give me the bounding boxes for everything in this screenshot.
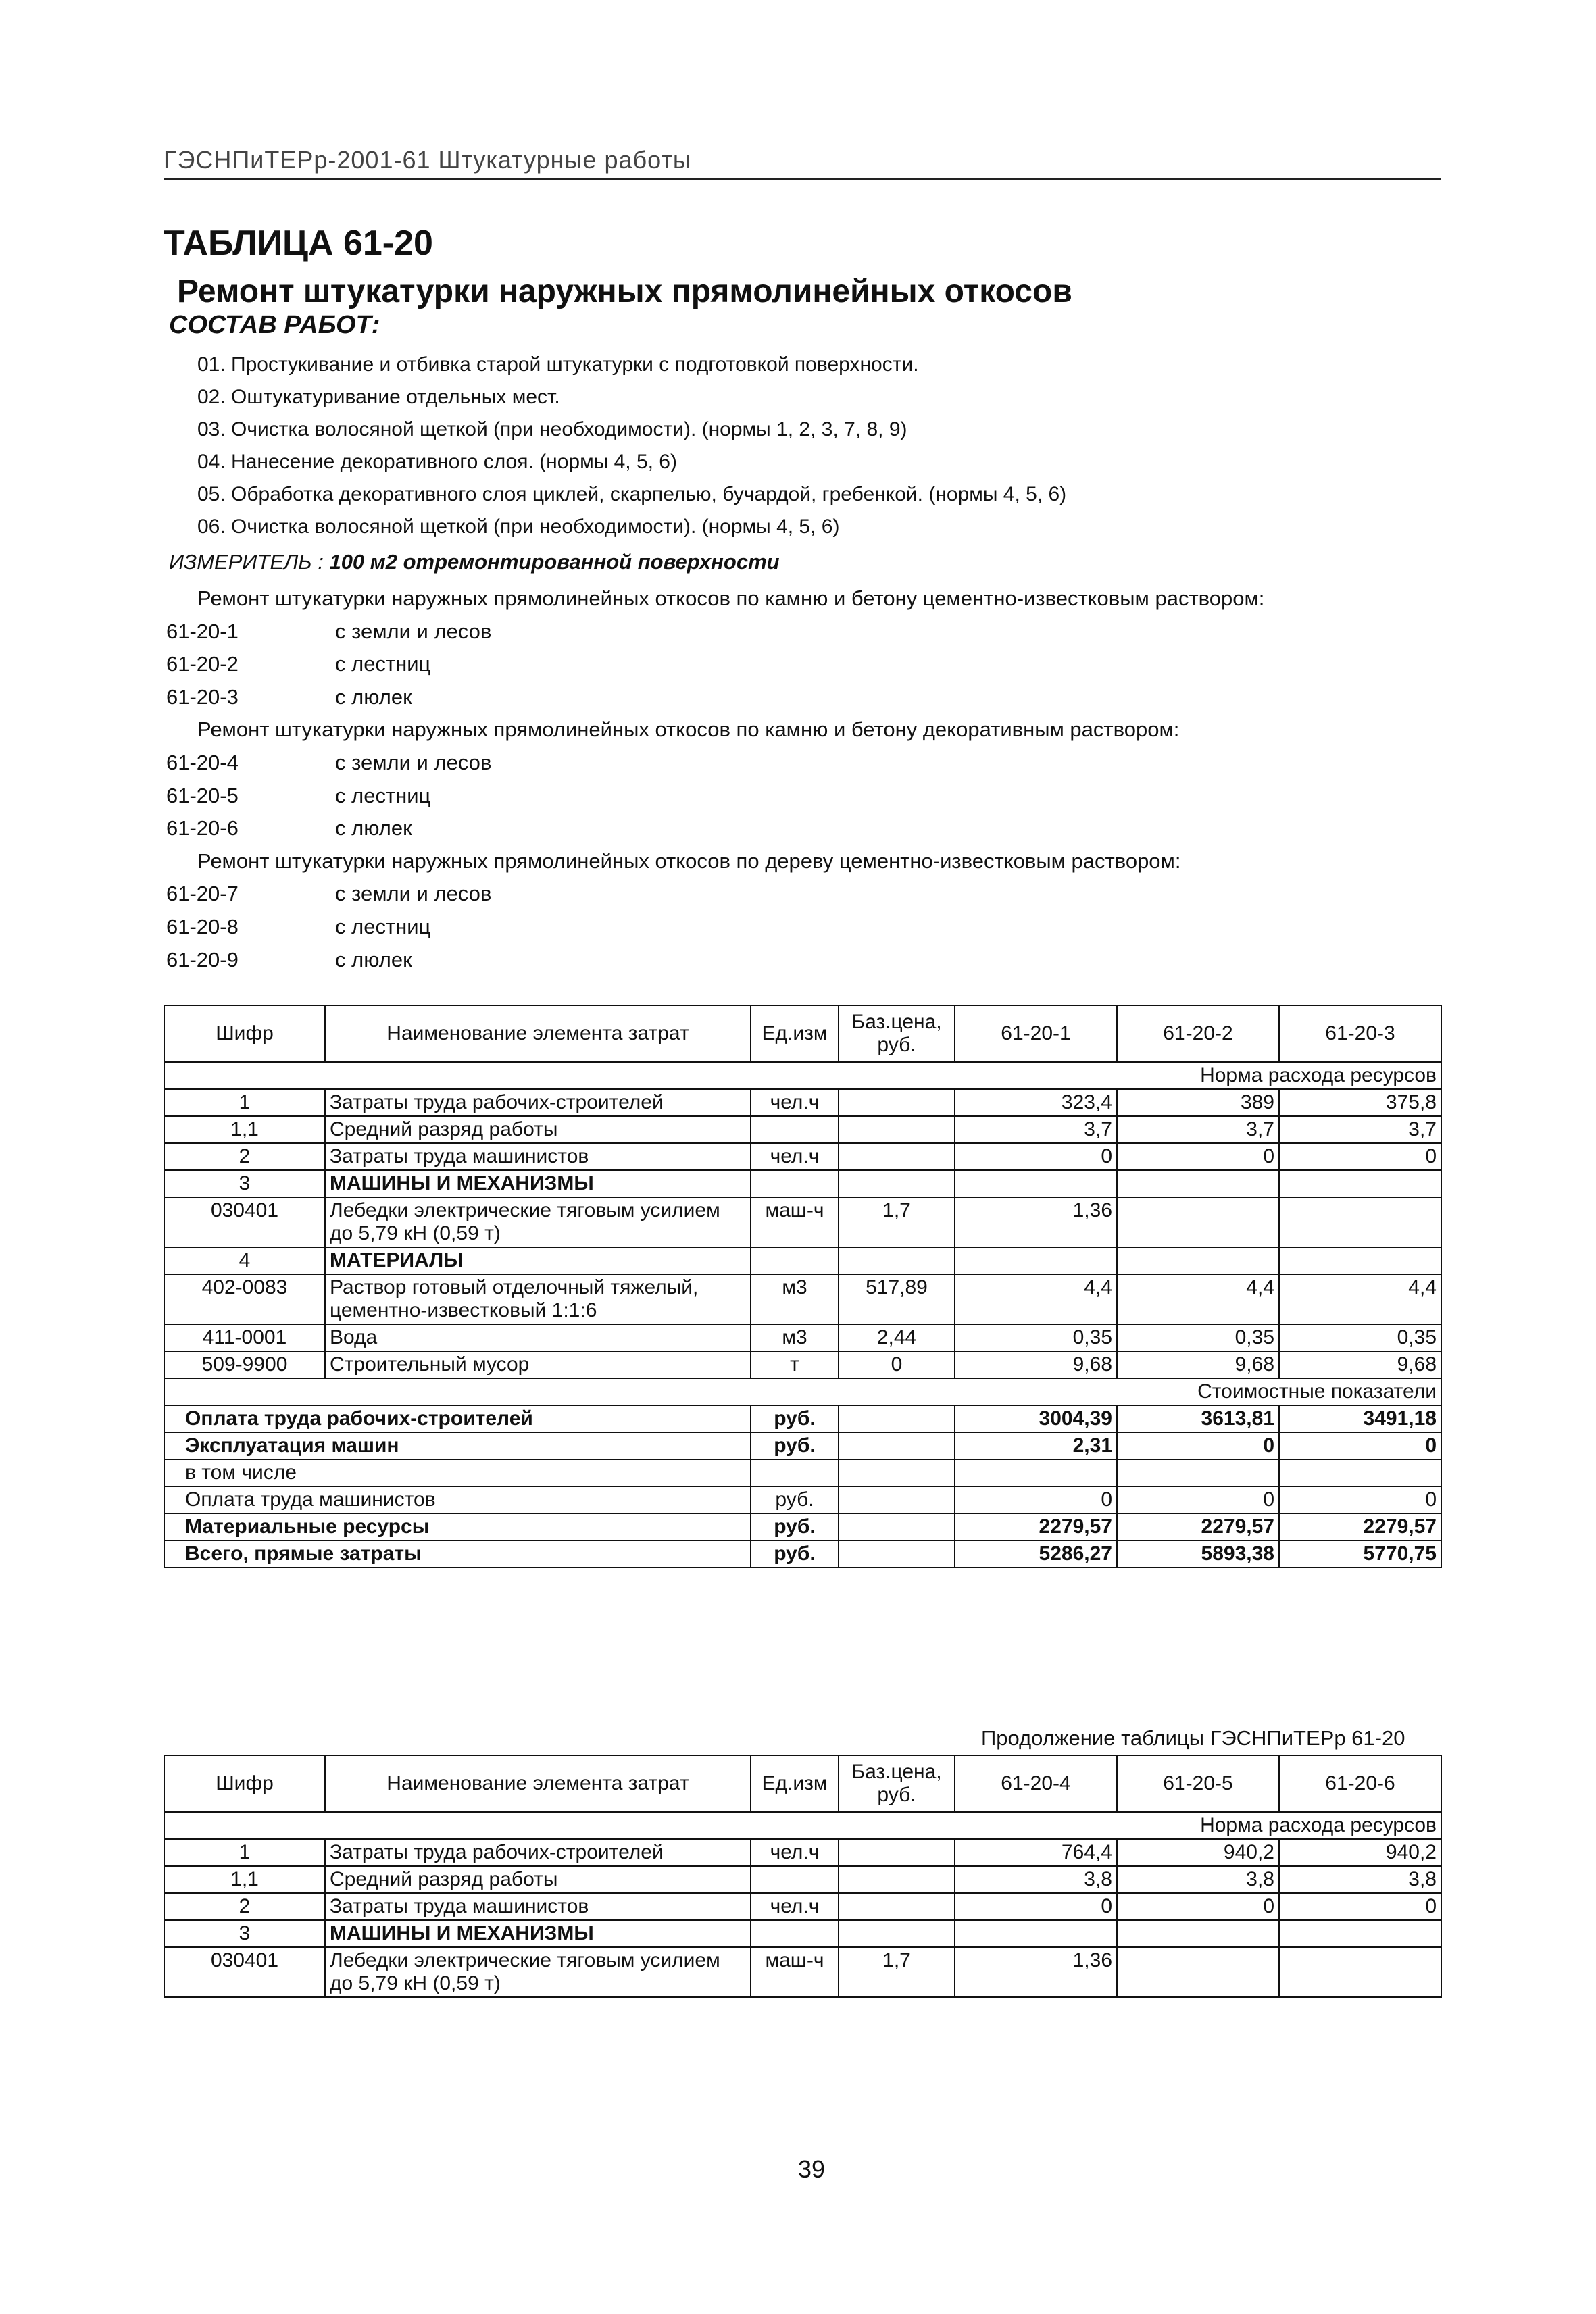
cell-price: 1,7 (839, 1197, 955, 1247)
header-price-line1: Баз.цена, (851, 1011, 942, 1033)
cell-name: Лебедки электрические тяговым усилием до 5,79 кН (0,59 т) (325, 1197, 751, 1247)
cell-name: Затраты труда рабочих-строителей (325, 1089, 751, 1116)
cost-unit (751, 1459, 839, 1486)
running-header: ГЭСНПиТЕРр-2001-61 Штукатурные работы (164, 146, 1441, 180)
cell-name: Средний разряд работы (325, 1116, 751, 1143)
cell-shifr: 4 (164, 1247, 325, 1274)
norm-description: с лестниц (335, 783, 431, 807)
cost-value: 3613,81 (1117, 1405, 1279, 1432)
norm-code: 61-20-9 (166, 947, 239, 972)
table-row (164, 1866, 1441, 1893)
norm-code-row (166, 747, 1264, 780)
cell-value: 0 (955, 1893, 1117, 1920)
cell-value: 9,68 (1117, 1351, 1279, 1378)
cell-value: 0,35 (1117, 1324, 1279, 1351)
cell-price (839, 1920, 955, 1947)
norm-code-row (166, 648, 1264, 681)
cell-shifr: 030401 (164, 1947, 325, 1997)
cell-name: МАШИНЫ И МЕХАНИЗМЫ (325, 1920, 751, 1947)
cell-value: 375,8 (1279, 1089, 1441, 1116)
cell-value (1117, 1247, 1279, 1274)
group-title: Ремонт штукатурки наружных прямолинейных откосов по камню и бетону декоративным раствором: (197, 718, 1180, 742)
cell-shifr: 1,1 (164, 1116, 325, 1143)
table-subtitle: Ремонт штукатурки наружных прямолинейных откосов (177, 274, 1072, 309)
work-list (197, 349, 1066, 543)
cell-shifr: 411-0001 (164, 1324, 325, 1351)
cell-price (839, 1143, 955, 1170)
norm-description: с люлек (335, 684, 412, 709)
cost-value: 3004,39 (955, 1405, 1117, 1432)
norm-label: Норма расхода ресурсов (164, 1812, 1441, 1839)
cell-value (955, 1247, 1117, 1274)
cell-shifr: 3 (164, 1920, 325, 1947)
header-price (839, 1755, 955, 1812)
work-composition-label: СОСТАВ РАБОТ: (169, 311, 380, 339)
cell-unit (751, 1247, 839, 1274)
cell-shifr: 1,1 (164, 1866, 325, 1893)
header-col: 61-20-5 (1117, 1755, 1279, 1812)
cell-price (839, 1170, 955, 1197)
cell-name: Затраты труда рабочих-строителей (325, 1839, 751, 1866)
cost-unit: руб. (751, 1405, 839, 1432)
cell-value (1117, 1920, 1279, 1947)
norm-code: 61-20-1 (166, 619, 239, 643)
cost-value: 5286,27 (955, 1540, 1117, 1567)
cost-price (839, 1459, 955, 1486)
cell-value (1117, 1197, 1279, 1247)
cost-value: 2279,57 (1279, 1513, 1441, 1540)
norm-code: 61-20-8 (166, 914, 239, 938)
header-col: 61-20-4 (955, 1755, 1117, 1812)
cell-value (955, 1920, 1117, 1947)
cost-label-row (164, 1378, 1441, 1405)
cell-value: 389 (1117, 1089, 1279, 1116)
cost-name: Оплата труда машинистов (164, 1486, 751, 1513)
header-shifr: Шифр (164, 1005, 325, 1062)
norm-description: с люлек (335, 947, 412, 972)
cost-unit: руб. (751, 1486, 839, 1513)
header-shifr: Шифр (164, 1755, 325, 1812)
header-name: Наименование элемента затрат (325, 1755, 751, 1812)
cell-value: 0 (1279, 1143, 1441, 1170)
cell-unit (751, 1116, 839, 1143)
cell-shifr: 2 (164, 1893, 325, 1920)
cost-value: 2,31 (955, 1432, 1117, 1459)
cell-price (839, 1247, 955, 1274)
cell-value: 4,4 (1279, 1274, 1441, 1324)
cost-unit: руб. (751, 1513, 839, 1540)
cell-value (1279, 1920, 1441, 1947)
header-price-line2: руб. (877, 1784, 916, 1806)
norm-code: 61-20-2 (166, 652, 239, 676)
norm-code: 61-20-7 (166, 882, 239, 906)
cell-value: 4,4 (1117, 1274, 1279, 1324)
header-name: Наименование элемента затрат (325, 1005, 751, 1062)
cell-value (955, 1170, 1117, 1197)
table-row (164, 1197, 1441, 1247)
cost-name: Материальные ресурсы (164, 1513, 751, 1540)
cell-price: 2,44 (839, 1324, 955, 1351)
cell-value (1279, 1170, 1441, 1197)
table-header-row (164, 1005, 1441, 1062)
cell-price (839, 1839, 955, 1866)
cost-price (839, 1405, 955, 1432)
work-item: 05. Обработка декоративного слоя циклей, скарпелью, бучардой, гребенкой. (нормы 4, 5, 6) (197, 483, 1067, 505)
norm-code-row (166, 944, 1264, 977)
header-price-line2: руб. (877, 1034, 916, 1056)
cell-value: 1,36 (955, 1947, 1117, 1997)
measure-label: ИЗМЕРИТЕЛЬ : (169, 550, 324, 574)
cell-unit: маш-ч (751, 1947, 839, 1997)
cell-value: 3,8 (1279, 1866, 1441, 1893)
cell-value: 4,4 (955, 1274, 1117, 1324)
cost-value (955, 1459, 1117, 1486)
cell-unit (751, 1920, 839, 1947)
measure-unit (169, 550, 780, 574)
cell-unit: м3 (751, 1324, 839, 1351)
cost-row (164, 1486, 1441, 1513)
norm-label-row (164, 1812, 1441, 1839)
cell-shifr: 509-9900 (164, 1351, 325, 1378)
cell-value: 3,8 (955, 1866, 1117, 1893)
header-col: 61-20-3 (1279, 1005, 1441, 1062)
cell-name: Лебедки электрические тяговым усилием до 5,79 кН (0,59 т) (325, 1947, 751, 1997)
header-col: 61-20-1 (955, 1005, 1117, 1062)
cell-price: 1,7 (839, 1947, 955, 1997)
cell-unit (751, 1866, 839, 1893)
cost-row (164, 1459, 1441, 1486)
cell-value: 0 (1117, 1893, 1279, 1920)
table-row (164, 1170, 1441, 1197)
norm-code-row (166, 615, 1264, 649)
cell-unit: чел.ч (751, 1089, 839, 1116)
cost-value: 2279,57 (955, 1513, 1117, 1540)
norm-code: 61-20-3 (166, 684, 239, 709)
cost-unit: руб. (751, 1540, 839, 1567)
group-title: Ремонт штукатурки наружных прямолинейных откосов по камню и бетону цементно-известковым раствором: (197, 586, 1265, 610)
cell-name: Затраты труда машинистов (325, 1143, 751, 1170)
header-unit: Ед.изм (751, 1005, 839, 1062)
cell-value: 0 (955, 1143, 1117, 1170)
norm-groups (166, 582, 1264, 976)
table-row (164, 1839, 1441, 1866)
cost-row (164, 1513, 1441, 1540)
cell-unit: чел.ч (751, 1143, 839, 1170)
header-col: 61-20-2 (1117, 1005, 1279, 1062)
header-col: 61-20-6 (1279, 1755, 1441, 1812)
table-row (164, 1351, 1441, 1378)
norm-label-row (164, 1062, 1441, 1089)
norm-code: 61-20-4 (166, 750, 239, 774)
cost-price (839, 1432, 955, 1459)
cell-value: 9,68 (1279, 1351, 1441, 1378)
cell-shifr: 2 (164, 1143, 325, 1170)
norm-code-row (166, 812, 1264, 845)
cell-name: Вода (325, 1324, 751, 1351)
cost-label: Стоимостные показатели (164, 1378, 1441, 1405)
cost-value (1279, 1459, 1441, 1486)
norm-label: Норма расхода ресурсов (164, 1062, 1441, 1089)
table-row (164, 1920, 1441, 1947)
cost-value (1117, 1459, 1279, 1486)
continuation-note: Продолжение таблицы ГЭСНПиТЕРр 61-20 (981, 1726, 1405, 1750)
cost-value: 5893,38 (1117, 1540, 1279, 1567)
norm-description: с земли и лесов (335, 619, 492, 643)
cell-shifr: 1 (164, 1839, 325, 1866)
cost-value: 5770,75 (1279, 1540, 1441, 1567)
cell-shifr: 402-0083 (164, 1274, 325, 1324)
table-row (164, 1143, 1441, 1170)
table-row (164, 1893, 1441, 1920)
cell-value (1117, 1170, 1279, 1197)
page-number: 39 (798, 2155, 826, 2183)
cell-value (1279, 1947, 1441, 1997)
cost-row (164, 1540, 1441, 1567)
cell-value: 323,4 (955, 1089, 1117, 1116)
cell-unit: т (751, 1351, 839, 1378)
cell-name: МАШИНЫ И МЕХАНИЗМЫ (325, 1170, 751, 1197)
table-row (164, 1324, 1441, 1351)
cost-name: Эксплуатация машин (164, 1432, 751, 1459)
cell-value: 940,2 (1279, 1839, 1441, 1866)
cell-shifr: 1 (164, 1089, 325, 1116)
work-item: 03. Очистка волосяной щеткой (при необходимости). (нормы 1, 2, 3, 7, 8, 9) (197, 418, 907, 441)
cell-name: Затраты труда машинистов (325, 1893, 751, 1920)
norm-description: с люлек (335, 816, 412, 840)
cell-name: Строительный мусор (325, 1351, 751, 1378)
cost-name: Оплата труда рабочих-строителей (164, 1405, 751, 1432)
cell-value: 3,8 (1117, 1866, 1279, 1893)
cell-value: 3,7 (1279, 1116, 1441, 1143)
cell-value: 9,68 (955, 1351, 1117, 1378)
cell-price (839, 1866, 955, 1893)
norm-description: с земли и лесов (335, 882, 492, 906)
cell-name: МАТЕРИАЛЫ (325, 1247, 751, 1274)
cell-shifr: 3 (164, 1170, 325, 1197)
table-row (164, 1947, 1441, 1997)
cell-unit: чел.ч (751, 1839, 839, 1866)
cell-price: 517,89 (839, 1274, 955, 1324)
cell-unit (751, 1170, 839, 1197)
table-row (164, 1274, 1441, 1324)
cell-value: 1,36 (955, 1197, 1117, 1247)
norm-code-row (166, 780, 1264, 813)
cost-value: 3491,18 (1279, 1405, 1441, 1432)
cell-price (839, 1893, 955, 1920)
cell-value (1117, 1947, 1279, 1997)
cost-value: 0 (1117, 1432, 1279, 1459)
cell-name: Раствор готовый отделочный тяжелый, цементно-известковый 1:1:6 (325, 1274, 751, 1324)
norm-description: с лестниц (335, 652, 431, 676)
cost-name: в том числе (164, 1459, 751, 1486)
cell-unit: чел.ч (751, 1893, 839, 1920)
group-title: Ремонт штукатурки наружных прямолинейных откосов по дереву цементно-известковым раствором: (197, 849, 1181, 873)
table-row (164, 1089, 1441, 1116)
norm-code-row (166, 681, 1264, 714)
cell-unit: м3 (751, 1274, 839, 1324)
norm-code-row (166, 911, 1264, 944)
cost-row (164, 1432, 1441, 1459)
cell-unit: маш-ч (751, 1197, 839, 1247)
cell-value: 3,7 (1117, 1116, 1279, 1143)
norm-description: с земли и лесов (335, 750, 492, 774)
work-item: 02. Оштукатуривание отдельных мест. (197, 386, 560, 408)
header-price (839, 1005, 955, 1062)
cell-value (1279, 1197, 1441, 1247)
cell-value: 0 (1279, 1893, 1441, 1920)
cell-value: 0,35 (955, 1324, 1117, 1351)
cell-name: Средний разряд работы (325, 1866, 751, 1893)
norm-code: 61-20-6 (166, 816, 239, 840)
work-item: 04. Нанесение декоративного слоя. (нормы 4, 5, 6) (197, 451, 677, 473)
cost-price (839, 1513, 955, 1540)
cell-value (1279, 1247, 1441, 1274)
cost-price (839, 1540, 955, 1567)
cell-shifr: 030401 (164, 1197, 325, 1247)
cell-price (839, 1116, 955, 1143)
norm-code: 61-20-5 (166, 783, 239, 807)
work-item: 01. Простукивание и отбивка старой штукатурки с подготовкой поверхности. (197, 353, 919, 376)
table-row (164, 1247, 1441, 1274)
cell-price: 0 (839, 1351, 955, 1378)
norm-description: с лестниц (335, 914, 431, 938)
table-title: ТАБЛИЦА 61-20 (164, 224, 433, 263)
norm-code-row (166, 878, 1264, 911)
cost-value: 0 (1279, 1486, 1441, 1513)
table-header-row (164, 1755, 1441, 1812)
cost-value: 0 (1279, 1432, 1441, 1459)
header-unit: Ед.изм (751, 1755, 839, 1812)
cell-value: 3,7 (955, 1116, 1117, 1143)
cost-price (839, 1486, 955, 1513)
resource-table-1 (164, 1005, 1442, 1568)
cell-value: 0,35 (1279, 1324, 1441, 1351)
cell-value: 0 (1117, 1143, 1279, 1170)
resource-table-2 (164, 1755, 1442, 1998)
measure-value: 100 м2 отремонтированной поверхности (329, 550, 780, 574)
cell-value: 764,4 (955, 1839, 1117, 1866)
cost-unit: руб. (751, 1432, 839, 1459)
cost-name: Всего, прямые затраты (164, 1540, 751, 1567)
header-price-line1: Баз.цена, (851, 1761, 942, 1783)
cost-value: 2279,57 (1117, 1513, 1279, 1540)
work-item: 06. Очистка волосяной щеткой (при необходимости). (нормы 4, 5, 6) (197, 515, 840, 538)
cell-value: 940,2 (1117, 1839, 1279, 1866)
table-row (164, 1116, 1441, 1143)
cost-value: 0 (1117, 1486, 1279, 1513)
cell-price (839, 1089, 955, 1116)
cost-row (164, 1405, 1441, 1432)
cost-value: 0 (955, 1486, 1117, 1513)
